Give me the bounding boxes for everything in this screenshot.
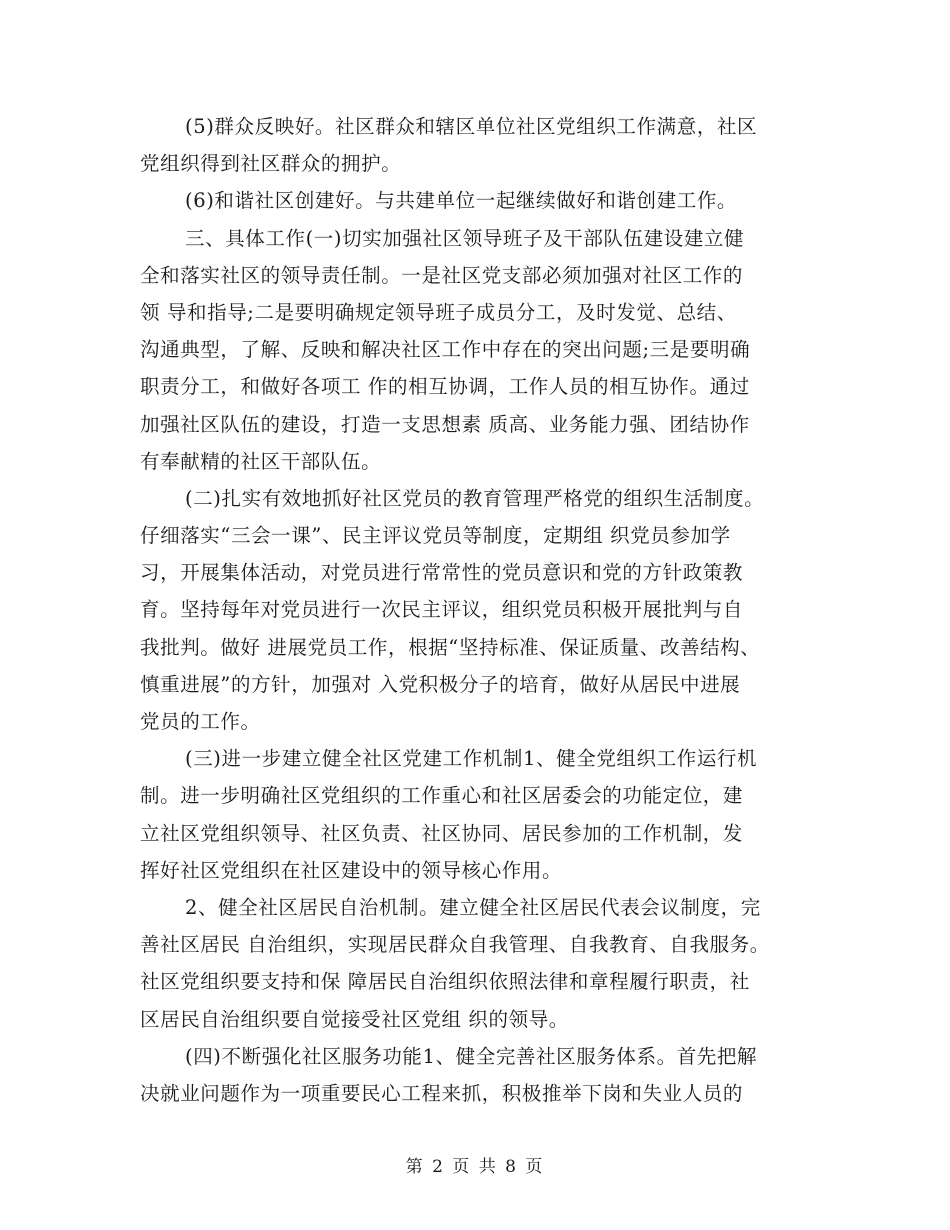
- text-line: 习，开展集体活动，对党员进行常常性的党员意识和党的方针政策教: [140, 561, 744, 585]
- text-line: 慎重进展”的方针，加强对 入党积极分子的培育，做好从居民中进展: [140, 672, 741, 696]
- paragraph-party-member-education: [140, 480, 820, 740]
- document-body: [140, 108, 820, 1112]
- text-line: 仔细落实“三会一课”、民主评议党员等制度，定期组 织党员参加学: [140, 524, 731, 548]
- text-line: 社区党组织要支持和保 障居民自治组织依照法律和章程履行职责，社: [140, 970, 750, 994]
- text-line: 党组织得到社区群众的拥护。: [140, 152, 402, 176]
- text-line: (6)和谐社区创建好。与共建单位一起继续做好和谐创建工作。: [185, 189, 738, 213]
- text-line: 立社区党组织领导、社区负责、社区协同、居民参加的工作机制，发: [140, 821, 744, 845]
- paragraph-resident-autonomy: [140, 889, 820, 1038]
- text-line: 领 导和指导;二是要明确规定领导班子成员分工，及时发觉、总结、: [140, 300, 737, 324]
- text-line: (三)进一步建立健全社区党建工作机制1、健全党组织工作运行机: [185, 747, 758, 771]
- text-line: (二)扎实有效地抓好社区党员的教育管理严格党的组织生活制度。: [185, 486, 765, 510]
- paragraph-community-service: [140, 1038, 820, 1112]
- text-line: 有奉献精的社区干部队伍。: [140, 449, 382, 473]
- paragraph-masses-feedback: [140, 108, 820, 182]
- paragraph-party-building-mechanism: [140, 740, 820, 889]
- text-line: 全和落实社区的领导责任制。一是社区党支部必须加强对社区工作的: [140, 263, 744, 287]
- text-line: 挥好社区党组织在社区建设中的领导核心作用。: [140, 858, 563, 882]
- paragraph-harmonious-community: [140, 182, 820, 219]
- text-line: 三、具体工作(一)切实加强社区领导班子及干部队伍建设建立健: [185, 226, 745, 250]
- text-line: 职责分工，和做好各项工 作的相互协调，工作人员的相互协作。通过: [140, 375, 750, 399]
- text-line: 区居民自治组织要自觉接受社区党组 织的领导。: [140, 1007, 569, 1031]
- text-line: (5)群众反映好。社区群众和辖区单位社区党组织工作满意，社区: [185, 115, 758, 138]
- text-line: 我批判。做好 进展党员工作，根据“坚持标准、保证质量、改善结构、: [140, 635, 761, 659]
- page-number-footer: 第 2 页 共 8 页: [405, 1157, 545, 1177]
- text-line: 善社区居民 自治组织，实现居民群众自我管理、自我教育、自我服务。: [140, 933, 770, 957]
- text-line: 决就业问题作为一项重要民心工程来抓，积极推举下岗和失业人员的: [140, 1081, 744, 1105]
- text-line: 加强社区队伍的建设，打造一支思想素 质高、业务能力强、团结协作: [140, 412, 750, 436]
- text-line: 2、健全社区居民自治机制。建立健全社区居民代表会议制度，完: [185, 895, 761, 919]
- text-line: 育。坚持每年对党员进行一次民主评议，组织党员积极开展批判与自: [140, 598, 744, 622]
- paragraph-specific-work-leadership: [140, 220, 820, 480]
- text-line: 沟通典型，了解、反映和解决社区工作中存在的突出问题;三是要明确: [140, 338, 751, 362]
- text-line: (四)不断强化社区服务功能1、健全完善社区服务体系。首先把解: [185, 1044, 758, 1068]
- text-line: 党员的工作。: [140, 710, 261, 733]
- text-line: 制。进一步明确社区党组织的工作重心和社区居委会的功能定位，建: [140, 784, 744, 808]
